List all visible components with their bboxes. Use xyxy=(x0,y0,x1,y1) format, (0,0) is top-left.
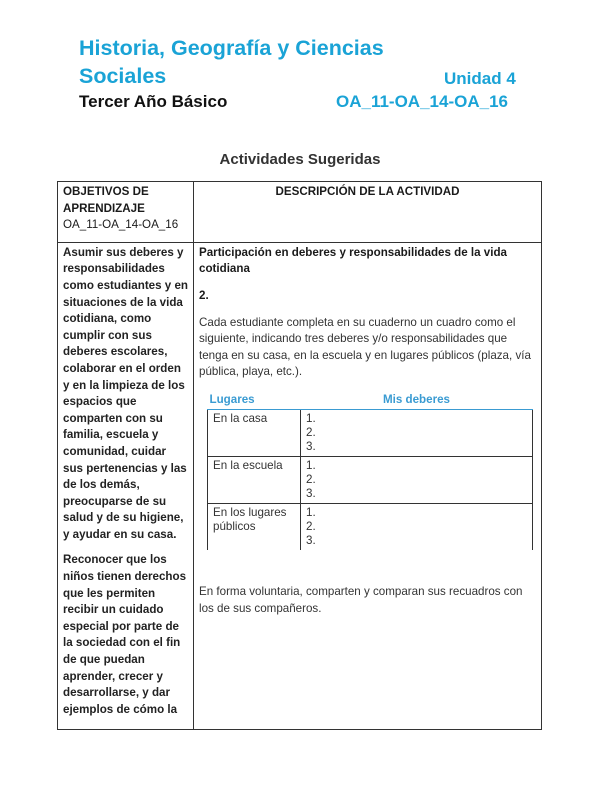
grade-label: Tercer Año Básico xyxy=(79,92,228,111)
section-title: Actividades Sugeridas xyxy=(219,151,381,168)
objectives-header-line: APRENDIZAJE xyxy=(63,201,145,215)
table-row xyxy=(58,242,542,730)
duties-column-header: Mis deberes xyxy=(301,391,533,410)
activity-title: Participación en deberes y responsabilidades de la vida cotidiana xyxy=(199,245,507,276)
objectives-header-line: OBJETIVOS DE xyxy=(63,185,149,198)
duty-item: 1. xyxy=(306,411,316,425)
duties-table xyxy=(207,391,533,550)
activities-table xyxy=(57,181,542,730)
duty-items xyxy=(301,409,533,456)
table-header-row xyxy=(58,182,542,243)
learning-objectives-cell xyxy=(58,242,194,730)
objectives-header xyxy=(58,182,194,243)
activity-description-cell xyxy=(194,242,542,730)
table-row xyxy=(208,503,533,550)
activity-description-header: DESCRIPCIÓN DE LA ACTIVIDAD xyxy=(194,182,542,243)
document-title: Historia, Geografía y Ciencias xyxy=(79,36,384,60)
places-column-header: Lugares xyxy=(208,391,301,410)
objective-codes: OA_11-OA_14-OA_16 xyxy=(336,92,508,111)
duty-item: 3. xyxy=(306,486,316,500)
activity-closing-text: En forma voluntaria, comparten y comparan sus recuadros con los de sus compañeros. xyxy=(199,584,523,615)
duty-item: 2. xyxy=(306,425,316,439)
objective-text: Reconocer que los niños tienen derechos que les permiten recibir un cuidado especial por parte de la sociedad con el fin de que puedan aprender, crecer y desarrollarse, y dar ejemplos de cómo la xyxy=(63,553,187,716)
duty-items xyxy=(301,456,533,503)
place-name: En la escuela xyxy=(208,456,301,503)
duty-item: 2. xyxy=(306,472,316,486)
document-title-continued: Sociales xyxy=(79,64,167,88)
place-name: En la casa xyxy=(208,409,301,456)
duties-table-header xyxy=(208,391,533,410)
objectives-header-line: OA_11-OA_14-OA_16 xyxy=(63,218,179,232)
duty-item: 2. xyxy=(306,519,316,533)
duty-item: 3. xyxy=(306,533,316,547)
duty-item: 3. xyxy=(306,439,316,453)
activity-instructions: Cada estudiante completa en su cuaderno un cuadro como el siguiente, indicando tres deberes y/o responsabilidades que tenga en su casa, en la escuela y en lugares públicos (plaza, vía pública, playa, etc.). xyxy=(199,315,531,379)
place-name: En los lugares públicos xyxy=(208,503,301,550)
duty-items xyxy=(301,503,533,550)
table-row xyxy=(208,456,533,503)
unit-label: Unidad 4 xyxy=(444,69,516,88)
duty-item: 1. xyxy=(306,505,316,519)
objective-text: Asumir sus deberes y responsabilidades como estudiantes y en situaciones de la vida cotidiana, como cumplir con sus deberes escolares, colaborar en el orden y en la limpieza de los espacios que comparten con su familia, escuela y comunidad, cuidar sus pertenencias y las de los demás, preocuparse de su salud y de su higiene, y ayudar en su casa. xyxy=(63,245,188,541)
duty-item: 1. xyxy=(306,458,316,472)
activity-number: 2. xyxy=(199,288,209,302)
table-row xyxy=(208,409,533,456)
